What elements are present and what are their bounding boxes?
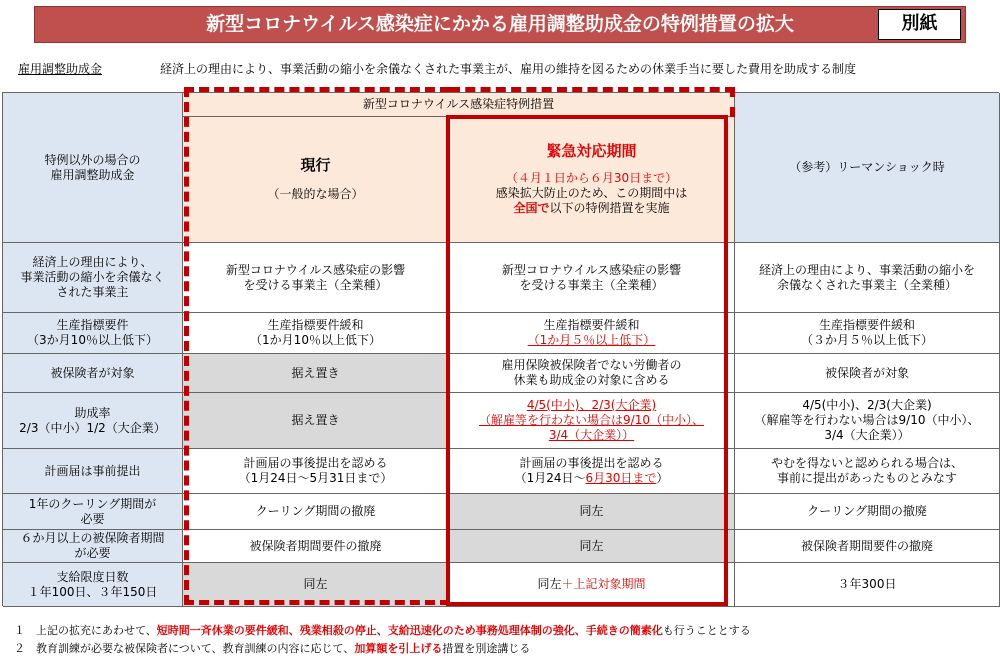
row-production-emergency: 生産指標要件緩和 （1か月５％以上低下） (449, 313, 735, 354)
page-title: 新型コロナウイルス感染症にかかる雇用調整助成金の特例措置の拡大 (206, 13, 794, 35)
row-plan-label: 計画届は事前提出 (3, 449, 183, 494)
row-limit-emergency: 同左＋上記対象期間 (449, 563, 735, 607)
row-period-label: ６か月以上の被保険者期間 が必要 (3, 530, 183, 563)
row-plan-lehman: やむを得ないと認められる場合は、 事前に提出があったものとみなす (735, 449, 1000, 494)
row-limit-current: 同左 (183, 563, 449, 607)
header-current: 現行 （一般的な場合） (183, 117, 449, 243)
row-production-current: 生産指標要件緩和 （1か月10％以上低下） (183, 313, 449, 354)
row-cooling-label: 1年のクーリング期間が 必要 (3, 494, 183, 530)
row-eligibility-lehman: 経済上の理由により、事業活動の縮小を 余儀なくされた事業主（全業種） (735, 243, 1000, 313)
row-production-label: 生産指標要件 （3か月10％以上低下） (3, 313, 183, 354)
row-rate-label: 助成率 2/3（中小）1/2（大企業） (3, 393, 183, 449)
row-plan-emergency: 計画届の事後提出を認める （1月24日～6月30日まで） (449, 449, 735, 494)
row-plan-current: 計画届の事後提出を認める （1月24日～5月31日まで） (183, 449, 449, 494)
row-period-emergency: 同左 (449, 530, 735, 563)
row-cooling-lehman: クーリング期間の撤廃 (735, 494, 1000, 530)
row-insured-emergency: 雇用保険被保険者でない労働者の 休業も助成金の対象に含める (449, 354, 735, 393)
special-measures-dashed-top (450, 87, 735, 92)
definition-text: 経済上の理由により、事業活動の縮小を余儀なくされた事業主が、雇用の維持を図るための休業手当に要した費用を助成する制度 (160, 62, 857, 76)
emergency-period-frame (446, 115, 728, 606)
row-limit-label: 支給限度日数 １年100日、３年150日 (3, 563, 183, 607)
note-1: １ 上記の拡充にあわせて、短時間一斉休業の要件緩和、残業相殺の停止、支給迅速化のため事務処理体制の強化、手続きの簡素化も行うこととする (14, 624, 751, 637)
row-insured-label: 被保険者が対象 (3, 354, 183, 393)
row-cooling-current: クーリング期間の撤廃 (183, 494, 449, 530)
row-production-lehman: 生産指標要件緩和 （３か月５％以上低下） (735, 313, 1000, 354)
row-rate-emergency: 4/5(中小)、2/3(大企業) （解雇等を行わない場合は9/10（中小）、 3/4（大企業）） (449, 393, 735, 449)
row-insured-current: 据え置き (183, 354, 449, 393)
header-emergency-period: 緊急対応期間 （４月１日から６月30日まで） 感染拡大防止のため、この期間中は 全国で以下の特例措置を実施 (449, 117, 735, 243)
row-rate-current: 据え置き (183, 393, 449, 449)
row-cooling-emergency: 同左 (449, 494, 735, 530)
definition-label: 雇用調整助成金 (18, 62, 103, 76)
row-eligibility-current: 新型コロナウイルス感染症の影響 を受ける事業主（全業種） (183, 243, 449, 313)
attachment-badge: 別紙 (878, 9, 961, 40)
header-non-special: 特例以外の場合の 雇用調整助成金 (3, 93, 183, 243)
header-special-measures: 新型コロナウイルス感染症特例措置 (183, 93, 735, 117)
row-limit-lehman: ３年300日 (735, 563, 1000, 607)
row-rate-lehman: 4/5(中小)、2/3(大企業) （解雇等を行わない場合は9/10（中小）、 3/4（大企業）） (735, 393, 1000, 449)
special-measures-dashed-right (730, 87, 735, 117)
special-measures-dashed-frame (184, 87, 450, 605)
row-eligibility-emergency: 新型コロナウイルス感染症の影響 を受ける事業主（全業種） (449, 243, 735, 313)
row-eligibility-label: 経済上の理由により、 事業活動の縮小を余儀なく された事業主 (3, 243, 183, 313)
row-period-lehman: 被保険者期間要件の撤廃 (735, 530, 1000, 563)
note-2: ２ 教育訓練が必要な被保険者について、教育訓練の内容に応じて、加算額を引上げる措置を別途講じる (14, 642, 531, 655)
row-insured-lehman: 被保険者が対象 (735, 354, 1000, 393)
row-period-current: 被保険者期間要件の撤廃 (183, 530, 449, 563)
header-lehman-reference: （参考）リーマンショック時 (735, 93, 1000, 243)
